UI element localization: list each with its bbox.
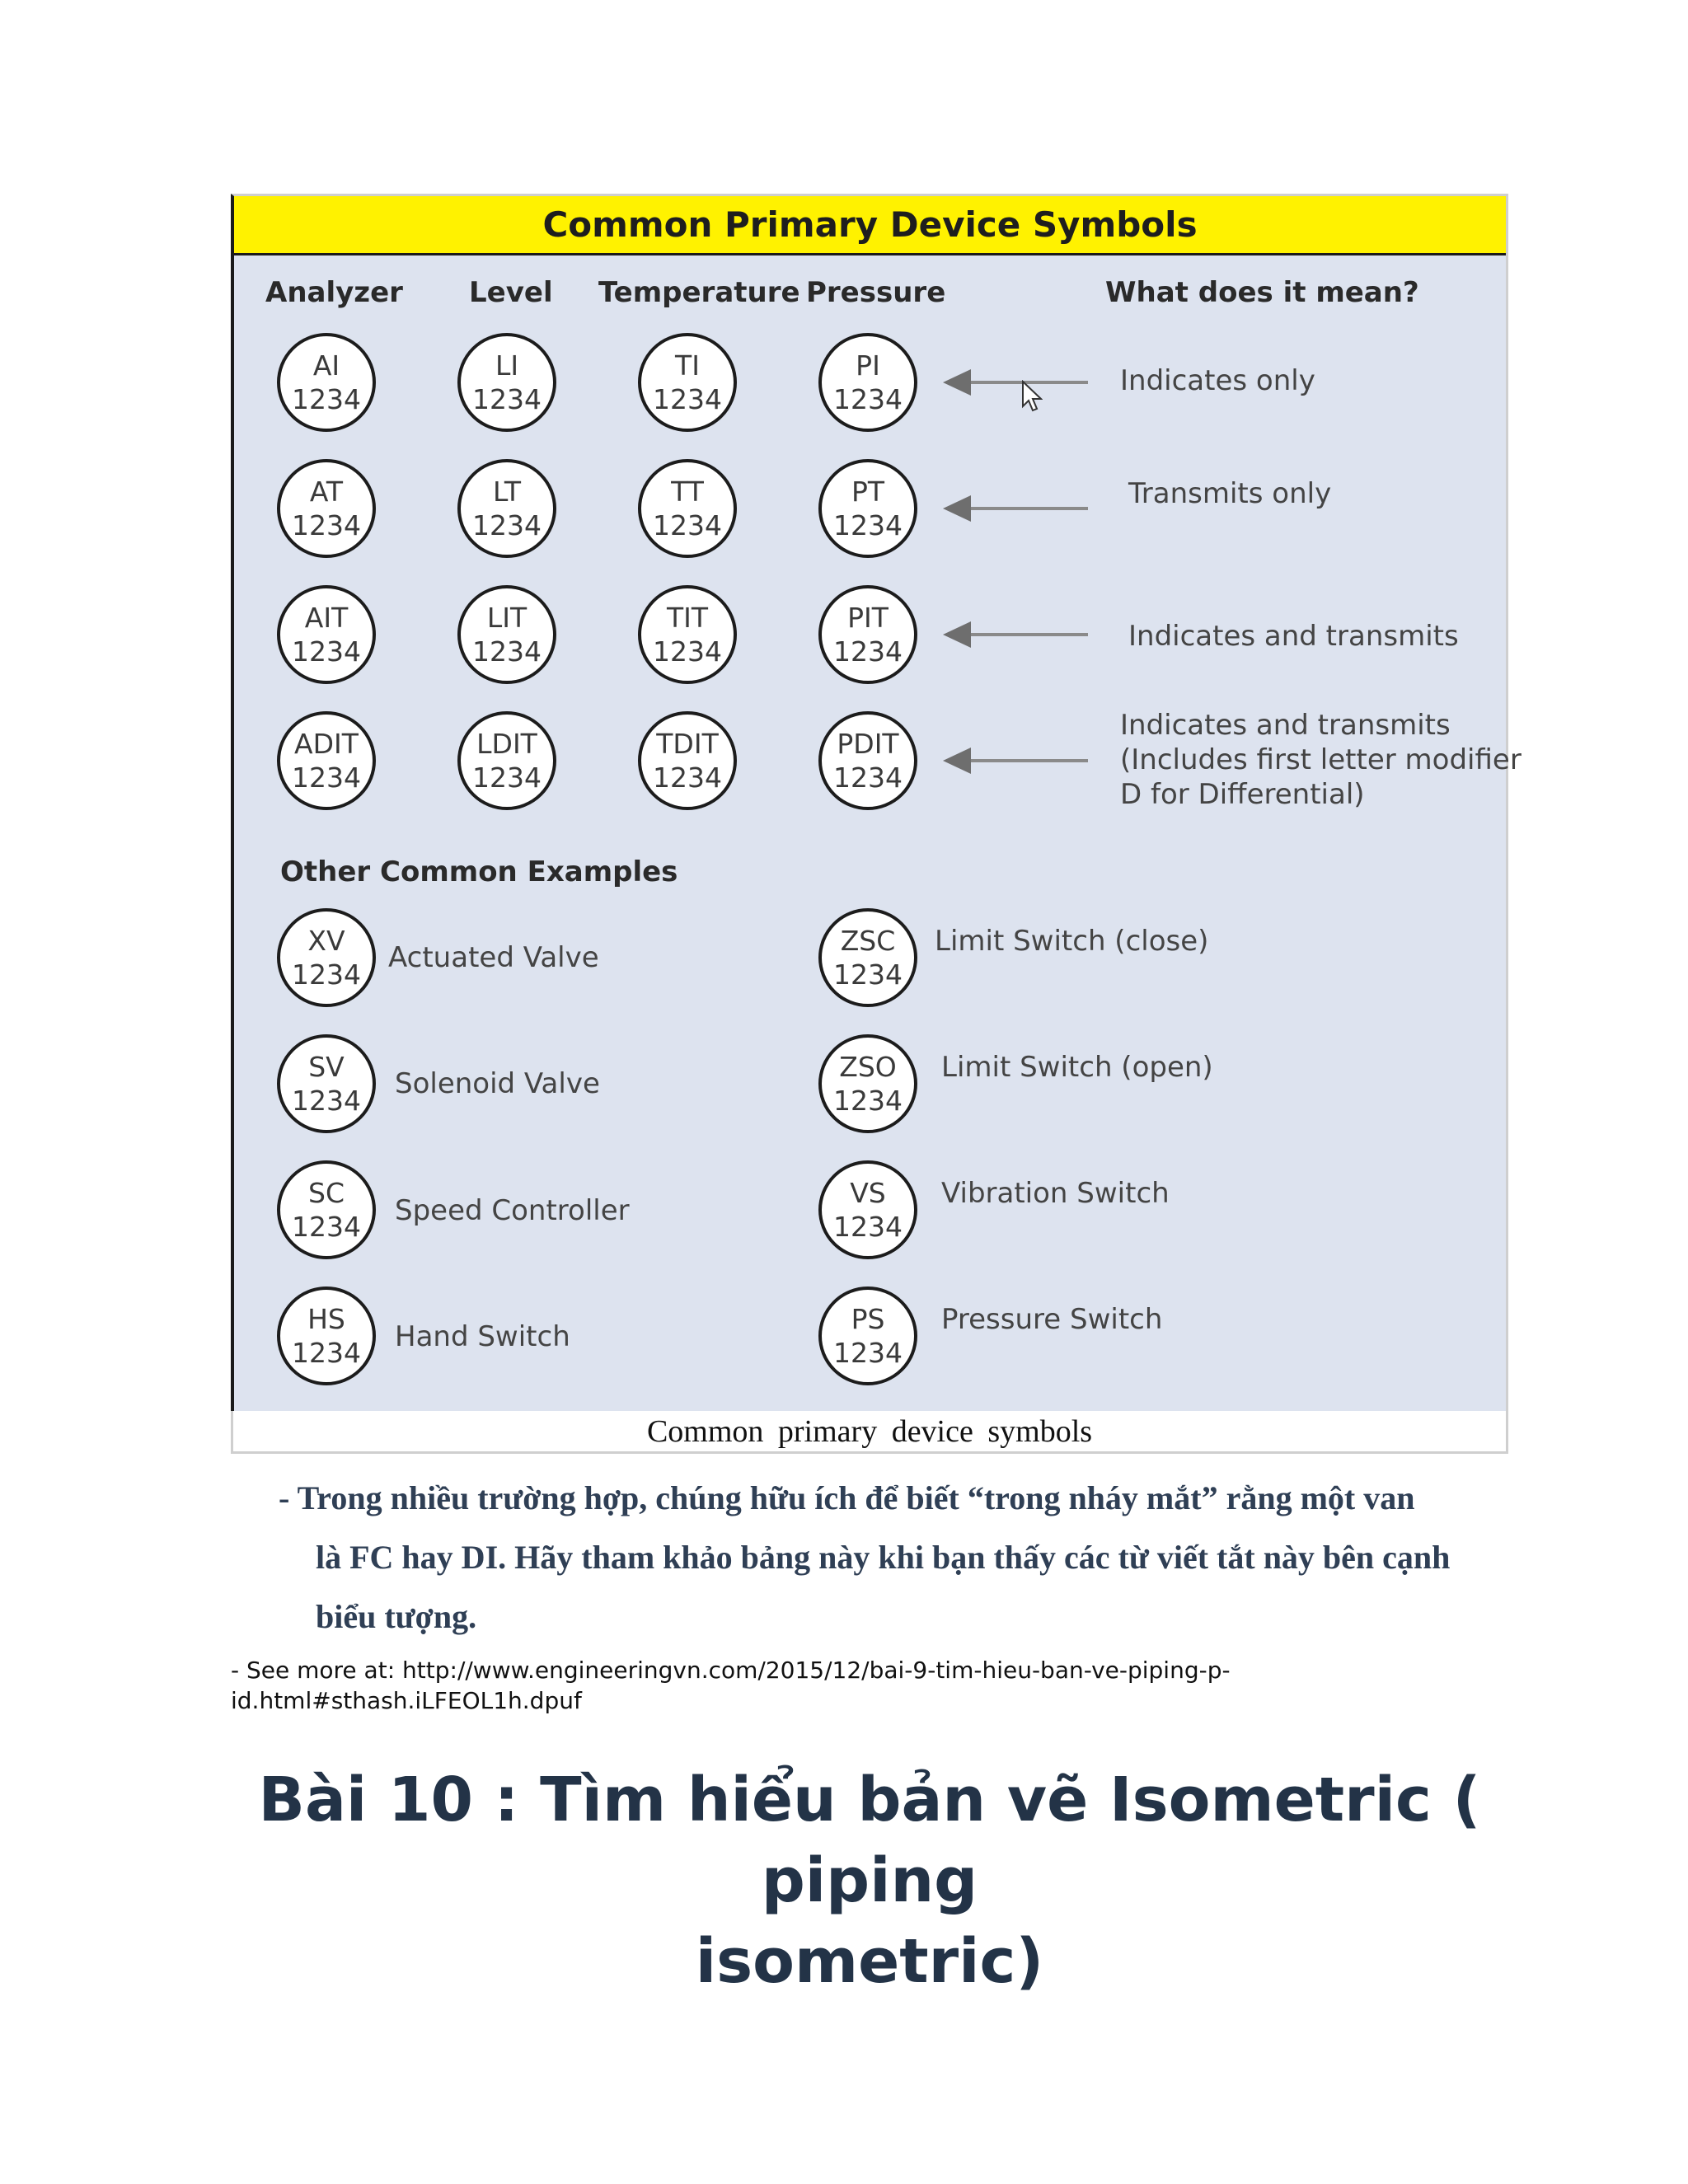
symbol-lit: LIT 1234 [457, 585, 556, 684]
symbol-at: AT 1234 [277, 459, 376, 558]
label-hand-switch: Hand Switch [395, 1320, 570, 1353]
symbol-ldit: LDIT 1234 [457, 711, 556, 810]
symbol-adit: ADIT 1234 [277, 711, 376, 810]
symbol-ai: AI 1234 [277, 333, 376, 432]
symbol-tdit: TDIT 1234 [638, 711, 737, 810]
device-symbols-figure [231, 194, 1522, 1453]
symbol-xv: XV 1234 [277, 908, 376, 1007]
column-header-meaning: What does it mean? [1105, 276, 1419, 309]
label-limit-switch-close: Limit Switch (close) [935, 925, 1209, 958]
column-header-level: Level [469, 276, 553, 309]
symbol-zsc: ZSC 1234 [818, 908, 917, 1007]
symbol-li: LI 1234 [457, 333, 556, 432]
meaning-row-1: Indicates only [1120, 364, 1315, 397]
arrow-left-icon [946, 759, 1088, 762]
label-speed-controller: Speed Controller [395, 1194, 630, 1227]
figure-caption: Common primary device symbols [231, 1411, 1508, 1454]
column-header-analyzer: Analyzer [265, 276, 403, 309]
symbol-lt: LT 1234 [457, 459, 556, 558]
symbol-sc: SC 1234 [277, 1160, 376, 1259]
symbol-ait: AIT 1234 [277, 585, 376, 684]
figure-title: Common Primary Device Symbols [234, 196, 1506, 255]
symbol-zso: ZSO 1234 [818, 1034, 917, 1133]
symbol-pit: PIT 1234 [818, 585, 917, 684]
label-pressure-switch: Pressure Switch [941, 1303, 1163, 1336]
body-paragraph: - Trong nhiều trường hợp, chúng hữu ích để biết “trong nháy mắt” rằng một van là FC hay DI. Hãy tham khảo bảng này khi bạn thấy các từ viết tắt này bên cạnh biểu tượng. [279, 1479, 1451, 1635]
meaning-row-3: Indicates and transmits [1128, 620, 1459, 653]
label-limit-switch-open: Limit Switch (open) [941, 1051, 1213, 1084]
symbol-pt: PT 1234 [818, 459, 917, 558]
arrow-left-icon [946, 507, 1088, 510]
see-more-link[interactable]: - See more at: http://www.engineeringvn.com/2015/12/bai-9-tim-hieu-ban-ve-piping-p- id.html#sthash.iLFEOL1h.dpuf [231, 1657, 1231, 1714]
symbol-hs: HS 1234 [277, 1286, 376, 1385]
section-heading: Bài 10 : Tìm hiểu bản vẽ Isometric ( piping isometric) [258, 1765, 1481, 1997]
symbol-pi: PI 1234 [818, 333, 917, 432]
symbol-ps: PS 1234 [818, 1286, 917, 1385]
other-examples-title: Other Common Examples [280, 855, 678, 888]
symbol-ti: TI 1234 [638, 333, 737, 432]
column-header-pressure: Pressure [806, 276, 946, 309]
symbol-tt: TT 1234 [638, 459, 737, 558]
symbol-tit: TIT 1234 [638, 585, 737, 684]
arrow-left-icon [946, 381, 1088, 384]
symbol-pdit: PDIT 1234 [818, 711, 917, 810]
column-header-temperature: Temperature [598, 276, 800, 309]
symbol-vs: VS 1234 [818, 1160, 917, 1259]
label-vibration-switch: Vibration Switch [941, 1177, 1170, 1210]
label-solenoid-valve: Solenoid Valve [395, 1067, 600, 1100]
meaning-row-2: Transmits only [1128, 477, 1332, 510]
symbol-sv: SV 1234 [277, 1034, 376, 1133]
arrow-left-icon [946, 633, 1088, 636]
label-actuated-valve: Actuated Valve [388, 941, 599, 974]
meaning-row-4: Indicates and transmits (Includes first letter modifier D for Differential) [1120, 709, 1522, 811]
mouse-cursor-icon [1021, 380, 1043, 413]
